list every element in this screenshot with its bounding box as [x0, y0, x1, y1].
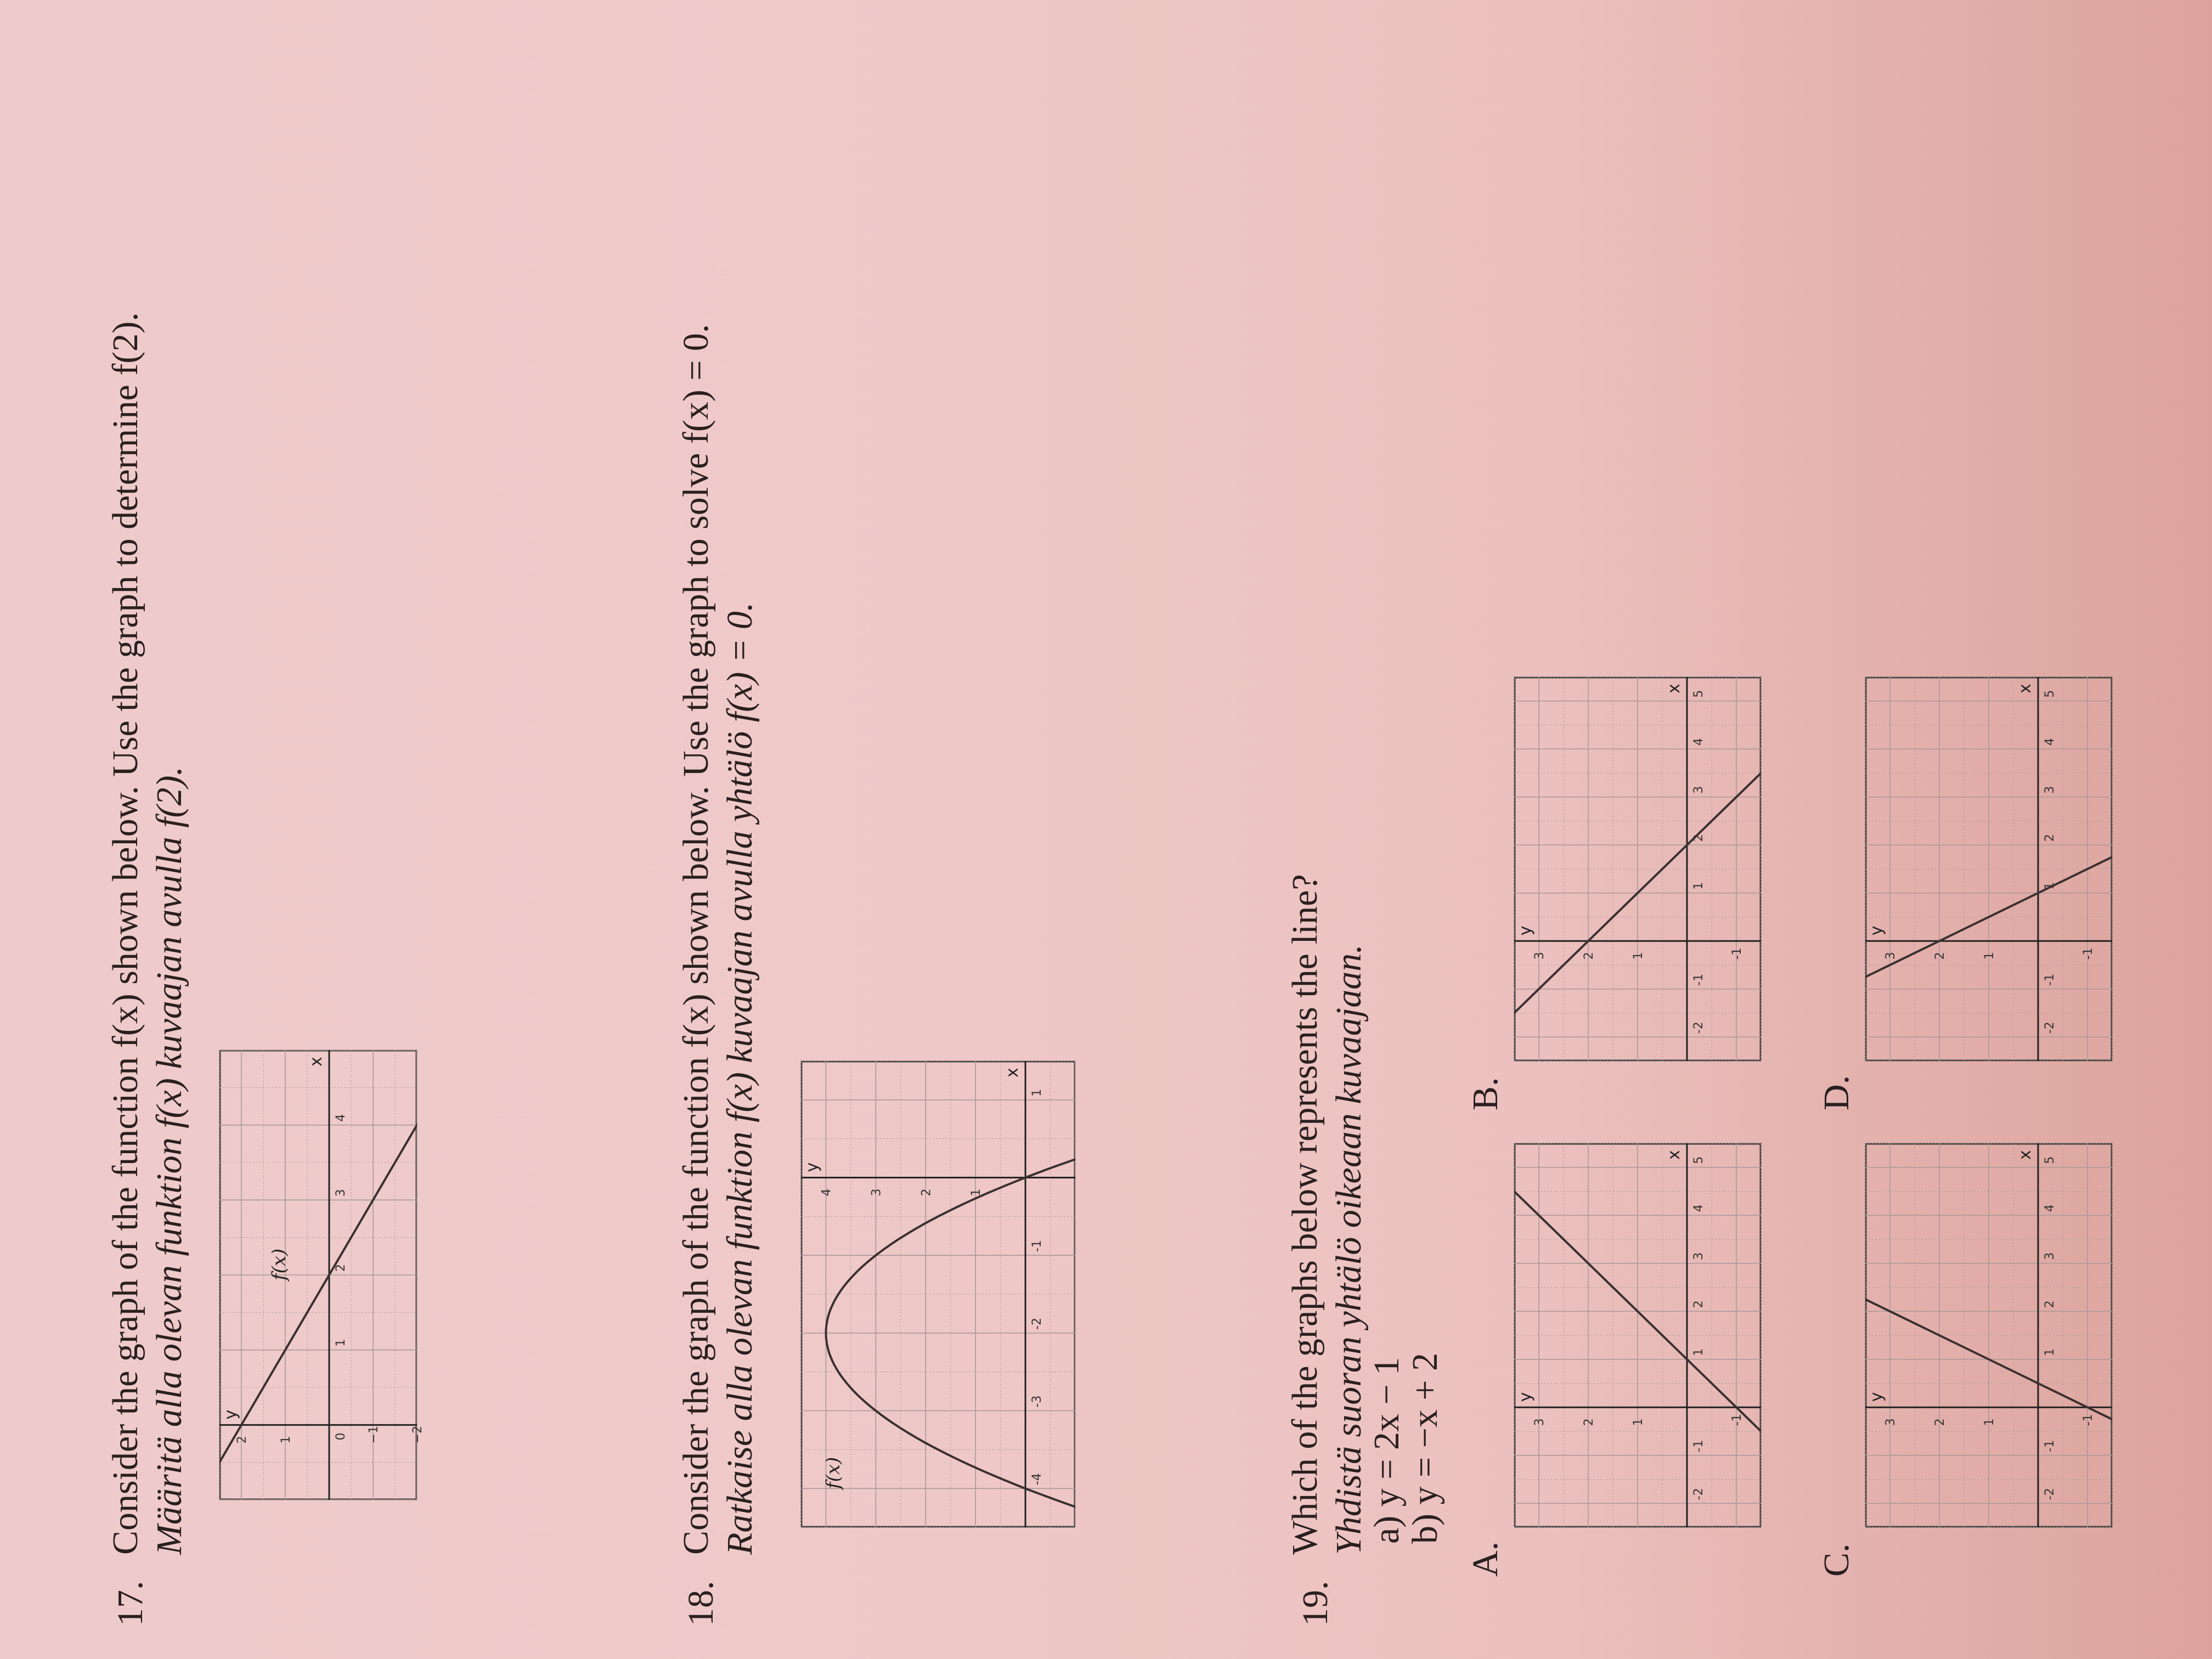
x-tick-label: 5 [1692, 1156, 1706, 1164]
q19-label-b: B. [1465, 1077, 1505, 1110]
y-tick-label: 3 [870, 1188, 884, 1197]
x-tick-label: -2 [2043, 1022, 2057, 1034]
y-tick-label: −2 [411, 1425, 425, 1444]
y-axis-label: y [803, 1162, 822, 1172]
x-axis-label: x [307, 1057, 326, 1066]
x-tick-label: 3 [2043, 1252, 2057, 1260]
y-tick-label: 1 [1632, 1418, 1645, 1426]
y-tick-label: 2 [1582, 1418, 1596, 1426]
y-tick-label: 3 [1533, 1418, 1547, 1426]
x-tick-label: -3 [1030, 1395, 1045, 1408]
x-axis-label: x [2016, 1150, 2035, 1160]
q17-number: 17. [110, 1581, 150, 1626]
x-tick-label: -1 [1692, 1440, 1706, 1452]
q19-text-fi: Yhdistä suoran yhtälö oikeaan kuvaajaan. [1329, 944, 1369, 1555]
y-axis-label: y [1516, 1392, 1535, 1402]
q18-text-fi: Ratkaise alla olevan funktion f(x) kuvaajan avulla yhtälö f(x) = 0. [720, 602, 760, 1555]
q19-label-a: A. [1465, 1541, 1505, 1577]
x-tick-label: 2 [334, 1264, 348, 1272]
y-tick-label: 3 [1884, 1418, 1898, 1426]
q19-option-b: b) y = −x + 2 [1405, 1352, 1445, 1544]
x-tick-label: 3 [2043, 786, 2057, 794]
x-tick-label: 5 [1692, 690, 1706, 698]
x-tick-label: 5 [2043, 1156, 2057, 1164]
y-tick-label: 4 [820, 1188, 834, 1197]
q19-number: 19. [1295, 1581, 1335, 1626]
x-tick-label: 1 [1692, 1348, 1706, 1356]
y-tick-label: 1 [279, 1436, 293, 1444]
y-tick-label: 1 [1632, 952, 1645, 960]
y-tick-label: 2 [1933, 1418, 1947, 1426]
q19-label-c: C. [1816, 1543, 1857, 1577]
q17-text-fi: Määritä alla olevan funktion f(x) kuvaajan avulla f(2). [149, 766, 189, 1555]
y-tick-label: 2 [235, 1436, 249, 1444]
q19-graph-a-svg [1514, 1143, 1761, 1527]
x-tick-label: 4 [2043, 1204, 2057, 1212]
x-tick-label: 5 [2043, 690, 2057, 698]
x-axis-label: x [1003, 1068, 1023, 1077]
x-tick-label: 3 [1692, 786, 1706, 794]
q19-graph-c-svg [1865, 1143, 2112, 1527]
x-axis-label: x [1664, 684, 1684, 693]
y-tick-label: 2 [1582, 952, 1596, 960]
x-axis-label: x [2016, 684, 2035, 693]
function-label: f(x) [822, 1457, 844, 1489]
x-tick-label: -2 [2043, 1488, 2057, 1500]
x-tick-label: 1 [2043, 882, 2057, 890]
x-tick-label: 4 [1692, 738, 1706, 746]
y-axis-label: y [1516, 926, 1535, 936]
q19-graph-d [1865, 677, 2112, 1061]
y-axis-label: y [221, 1409, 240, 1420]
y-tick-label: −1 [367, 1425, 381, 1444]
x-tick-label: -1 [1030, 1240, 1045, 1252]
x-tick-label: 1 [1692, 882, 1706, 890]
x-tick-label: 3 [334, 1189, 348, 1197]
x-tick-label: 2 [2043, 834, 2057, 842]
q18-number: 18. [681, 1581, 721, 1626]
y-tick-label: 3 [1533, 952, 1547, 960]
q18-graph [801, 1061, 1075, 1527]
x-tick-label: -1 [2043, 973, 2057, 986]
y-tick-label: 2 [1933, 952, 1947, 960]
x-tick-label: -1 [1692, 973, 1706, 986]
x-tick-label: 3 [1692, 1252, 1706, 1260]
x-tick-label: 1 [2043, 1348, 2057, 1356]
x-axis-label: x [1664, 1150, 1684, 1160]
q19-graph-c [1865, 1143, 2112, 1527]
x-tick-label: 2 [2043, 1300, 2057, 1308]
x-tick-label: 2 [1692, 834, 1706, 842]
q19-graph-b-svg [1514, 677, 1761, 1061]
q18-text-en: Consider the graph of the function f(x) shown below. Use the graph to solve f(x) = 0. [676, 324, 716, 1555]
x-tick-label: -4 [1030, 1473, 1045, 1486]
y-tick-label: 2 [919, 1188, 934, 1197]
x-tick-label: -2 [1692, 1022, 1706, 1034]
function-label: f(x) [268, 1248, 290, 1280]
x-tick-label: -2 [1030, 1317, 1045, 1330]
q17-text-en: Consider the graph of the function f(x) shown below. Use the graph to determine f(2). [105, 312, 145, 1555]
y-tick-label: 1 [969, 1188, 984, 1197]
y-axis-label: y [1867, 1392, 1886, 1402]
y-tick-label: -1 [2081, 947, 2095, 960]
y-tick-label: -1 [2081, 1414, 2095, 1426]
q18-graph-svg [801, 1061, 1075, 1527]
q19-graph-a [1514, 1143, 1761, 1527]
x-tick-label: 2 [1692, 1300, 1706, 1308]
x-tick-label: 1 [1030, 1088, 1045, 1097]
q19-text-en: Which of the graphs below represents the line? [1285, 874, 1325, 1555]
q17-graph [219, 1050, 425, 1500]
x-tick-label: -2 [1692, 1488, 1706, 1500]
x-tick-label: -1 [2043, 1440, 2057, 1452]
y-tick-label: 3 [1884, 952, 1898, 960]
x-tick-label: 4 [2043, 738, 2057, 746]
q19-graph-d-svg [1865, 677, 2112, 1061]
q19-label-d: D. [1816, 1075, 1857, 1110]
y-tick-label: 1 [1983, 952, 1996, 960]
y-tick-label: 1 [1983, 1418, 1996, 1426]
y-tick-label: -1 [1730, 947, 1744, 960]
x-tick-label: 4 [334, 1114, 348, 1122]
q17-graph-svg [219, 1050, 425, 1500]
origin-label: 0 [334, 1432, 348, 1441]
x-tick-label: 4 [1692, 1204, 1706, 1212]
x-tick-label: 1 [334, 1339, 348, 1347]
q19-graph-b [1514, 677, 1761, 1061]
y-tick-label: -1 [1730, 1414, 1744, 1426]
y-axis-label: y [1867, 926, 1886, 936]
q19-option-a: a) y = 2x − 1 [1367, 1357, 1407, 1544]
